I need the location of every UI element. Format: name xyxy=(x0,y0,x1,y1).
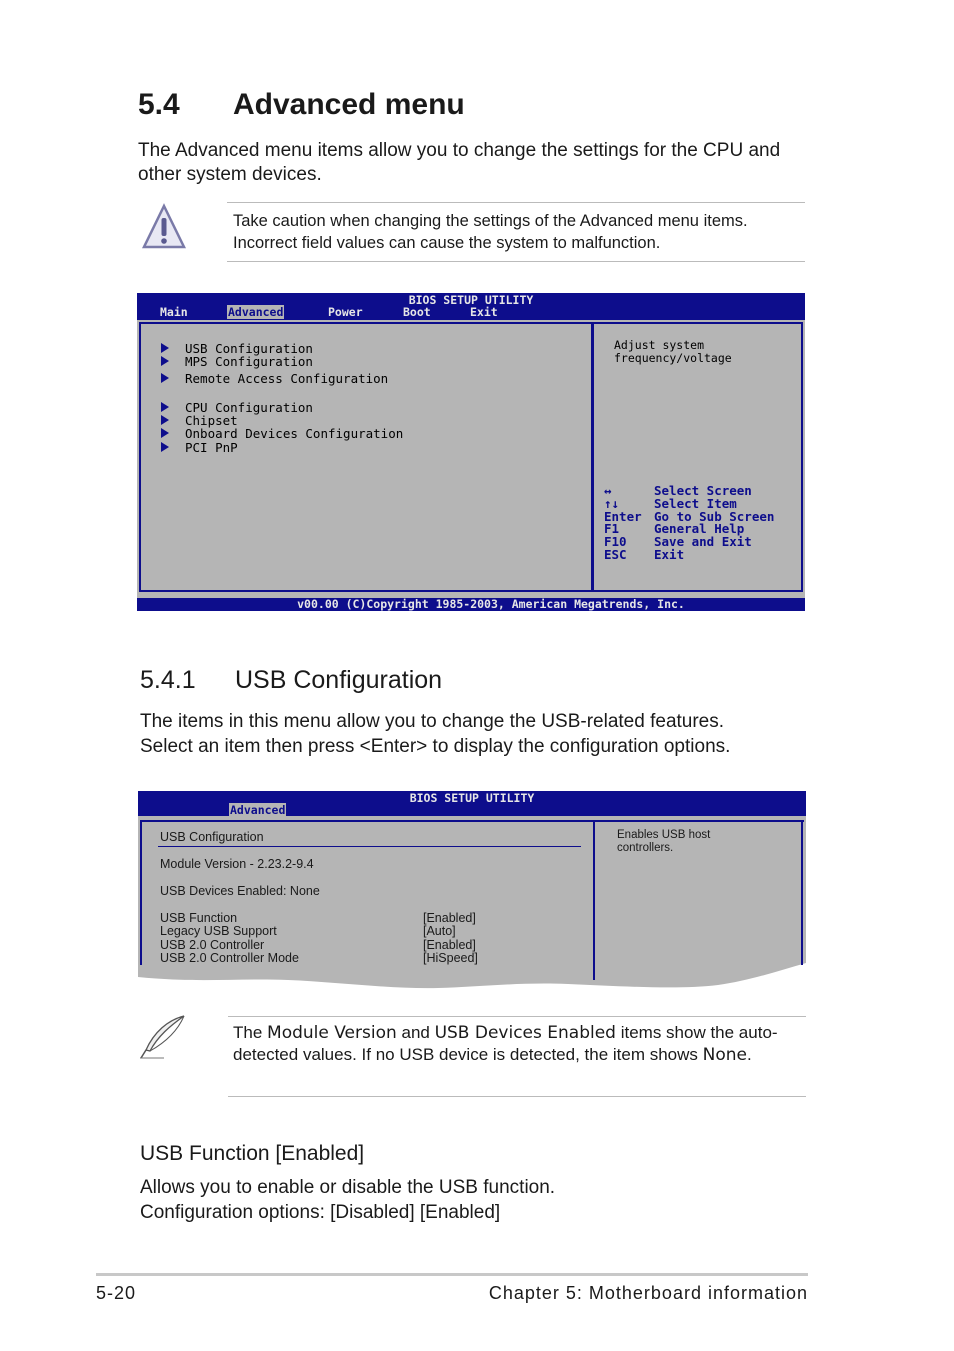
setting-value[interactable]: [Enabled] xyxy=(423,938,476,952)
menu-boot[interactable]: Boot xyxy=(403,305,431,319)
section-title: Advanced menu xyxy=(233,88,465,121)
submenu-arrow-icon xyxy=(161,428,169,438)
panel-border-top-right xyxy=(593,820,804,822)
submenu-arrow-icon xyxy=(161,356,169,366)
page-number: 5-20 xyxy=(96,1283,137,1303)
usb-devices-enabled: USB Devices Enabled: None xyxy=(160,884,320,898)
usb-function-desc: Allows you to enable or disable the USB function. xyxy=(140,1177,556,1198)
menu-item-pci-pnp[interactable]: PCI PnP xyxy=(185,440,238,455)
note-text-part: The xyxy=(233,1023,268,1042)
setting-value[interactable]: [Enabled] xyxy=(423,911,476,925)
menu-advanced[interactable]: Advanced xyxy=(228,305,284,319)
usb-function-options: Configuration options: [Disabled] [Enabled] xyxy=(140,1202,501,1223)
menu-item-mps[interactable]: MPS Configuration xyxy=(185,354,313,369)
bios-help-text: Adjust system frequency/voltage xyxy=(614,338,732,365)
submenu-arrow-icon xyxy=(161,442,169,452)
note-text-part: items show the auto-detected values. If no USB device is detected, the item shows xyxy=(233,1023,778,1064)
key-hint-key: ESC xyxy=(604,547,627,562)
section-number: 5.4 xyxy=(138,88,180,121)
bios-header xyxy=(137,293,805,320)
note-text-part: and xyxy=(396,1023,435,1042)
menu-advanced[interactable]: Advanced xyxy=(230,803,286,817)
bios-screen-usb-config xyxy=(138,791,806,991)
menu-exit[interactable]: Exit xyxy=(470,305,498,319)
submenu-arrow-icon xyxy=(161,415,169,425)
subsection-number: 5.4.1 xyxy=(140,666,196,694)
heading-underline xyxy=(158,846,581,847)
setting-value[interactable]: [Auto] xyxy=(423,924,456,938)
submenu-arrow-icon xyxy=(161,343,169,353)
sub-intro-line-1: The items in this menu allow you to change the USB-related features. xyxy=(140,711,725,732)
key-hint-action: Exit xyxy=(654,547,685,562)
key-hint-key: Enter xyxy=(604,509,642,524)
bios-header xyxy=(138,791,806,816)
setting-name[interactable]: USB 2.0 Controller xyxy=(160,938,265,952)
chapter-title: Chapter 5: Motherboard information xyxy=(488,1283,808,1303)
menu-item-onboard-devices[interactable]: Onboard Devices Configuration xyxy=(185,426,404,441)
module-version: Module Version - 2.23.2-9.4 xyxy=(160,857,314,871)
menu-item-usb[interactable]: USB Configuration xyxy=(185,341,313,356)
panel-border-left xyxy=(140,820,142,965)
footer-rule xyxy=(96,1273,808,1276)
feather-pen-icon xyxy=(138,1014,188,1060)
bios-title: BIOS SETUP UTILITY xyxy=(408,293,534,307)
menu-item-cpu[interactable]: CPU Configuration xyxy=(185,400,313,415)
sub-intro-line-2: Select an item then press <Enter> to display the configuration options. xyxy=(140,736,731,757)
key-hint-action: Select Item xyxy=(654,496,737,511)
submenu-arrow-icon xyxy=(161,373,169,383)
usb-function-heading: USB Function [Enabled] xyxy=(140,1142,365,1165)
panel-border-top xyxy=(140,820,594,822)
setting-name[interactable]: USB Function xyxy=(160,911,238,925)
setting-name[interactable]: Legacy USB Support xyxy=(160,924,277,938)
note-term-module-version: Module Version xyxy=(267,1023,397,1043)
key-hint-key: ↔ xyxy=(604,483,612,498)
menu-item-remote-access[interactable]: Remote Access Configuration xyxy=(185,371,389,386)
bios-screen-advanced xyxy=(137,293,805,611)
key-hint-key: ↑↓ xyxy=(604,496,620,511)
setting-value[interactable]: [HiSpeed] xyxy=(423,951,478,965)
caution-text: Take caution when changing the settings of the Advanced menu items. Incorrect field values can cause the system to malfunction. xyxy=(233,212,748,252)
intro-paragraph: The Advanced menu items allow you to change the settings for the CPU and other system devices. xyxy=(138,140,781,185)
menu-main[interactable]: Main xyxy=(160,305,188,319)
menu-power[interactable]: Power xyxy=(328,305,363,319)
panel-border-right xyxy=(801,820,803,965)
note-term-usb-devices-enabled: USB Devices Enabled xyxy=(434,1023,616,1043)
bios-help-text: Enables USB host controllers. xyxy=(617,829,711,854)
panel-divider xyxy=(593,820,595,980)
note-text-part: . xyxy=(747,1045,752,1064)
warning-triangle-icon xyxy=(140,203,188,251)
key-hint-action: Go to Sub Screen xyxy=(654,509,775,524)
setting-name[interactable]: USB 2.0 Controller Mode xyxy=(160,951,299,965)
bios-title: BIOS SETUP UTILITY xyxy=(409,791,535,805)
subsection-title: USB Configuration xyxy=(235,666,443,694)
menu-item-chipset[interactable]: Chipset xyxy=(185,413,238,428)
usb-config-heading: USB Configuration xyxy=(160,830,264,844)
key-hint-key: F1 xyxy=(604,521,620,536)
section-heading xyxy=(138,88,465,122)
key-hint-action: Save and Exit xyxy=(654,534,752,549)
key-hint-action: Select Screen xyxy=(654,483,752,498)
subsection-heading xyxy=(140,666,442,695)
key-hint-action: General Help xyxy=(654,521,745,536)
submenu-arrow-icon xyxy=(161,402,169,412)
key-hint-key: F10 xyxy=(604,534,627,549)
note-text xyxy=(233,1022,803,1066)
note-term-none: None xyxy=(702,1045,748,1065)
bios-copyright-bar: v00.00 (C)Copyright 1985-2003, American Megatrends, Inc. xyxy=(137,598,805,611)
